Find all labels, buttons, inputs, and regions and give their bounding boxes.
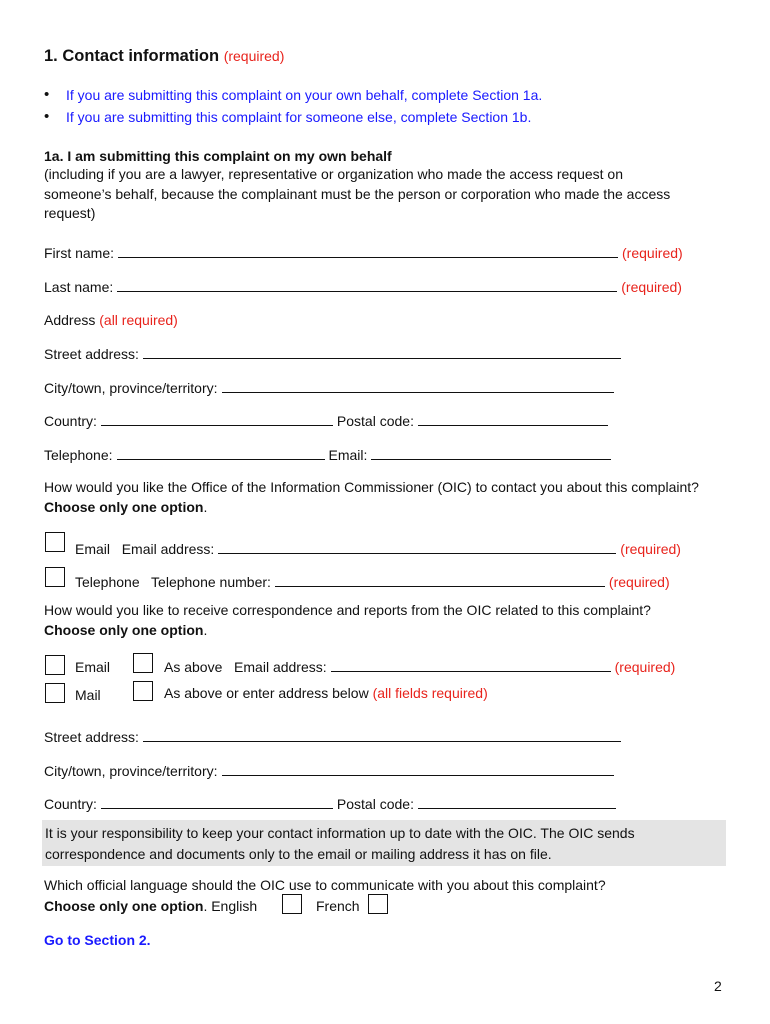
list-item: • If you are submitting this complaint on your own behalf, complete Section 1a. <box>44 84 542 106</box>
correspondence-email-label: Email <box>75 659 111 675</box>
subsection-note: (including if you are a lawyer, representative or organization who made the access request on someone’s behalf, because the complainant must be the person or corporation who made the access request) <box>44 166 671 221</box>
as-above-email-row: As above Email address: (required) <box>164 659 676 675</box>
country-postal-row: Country: Postal code: <box>44 411 612 430</box>
email-field[interactable] <box>371 445 611 460</box>
correspondence-country-field[interactable] <box>101 794 333 809</box>
postal-code-field[interactable] <box>418 411 608 426</box>
section-title: 1. Contact information (required) <box>44 47 285 65</box>
street-address-field[interactable] <box>143 344 621 359</box>
language-question: Which official language should the OIC use to communicate with you about this complaint? <box>44 877 606 893</box>
as-above-email-checkbox[interactable] <box>133 653 153 673</box>
street-address-row: Street address: <box>44 344 625 363</box>
telephone-email-row: Telephone: Email: <box>44 445 615 464</box>
list-item: • If you are submitting this complaint for someone else, complete Section 1b. <box>44 106 542 128</box>
go-to-section-2-link[interactable]: Go to Section 2. <box>44 932 151 948</box>
correspondence-email-checkbox[interactable] <box>45 655 65 675</box>
correspondence-street-row: Street address: <box>44 727 625 746</box>
contact-email-checkbox[interactable] <box>45 532 65 552</box>
responsibility-notice: It is your responsibility to keep your contact information up to date with the OIC. The OIC sends correspondence and documents only to the email or mailing address it has on file. <box>42 820 726 866</box>
as-above-mail-checkbox[interactable] <box>133 681 153 701</box>
correspondence-mail-checkbox[interactable] <box>45 683 65 703</box>
french-checkbox[interactable] <box>368 894 388 914</box>
correspondence-postal-code-field[interactable] <box>418 794 616 809</box>
correspondence-country-postal-row: Country: Postal code: <box>44 794 620 813</box>
correspondence-city-row: City/town, province/territory: <box>44 761 618 780</box>
french-label: French <box>316 898 360 914</box>
correspondence-email-address-field[interactable] <box>331 657 611 672</box>
page-number: 2 <box>714 978 722 994</box>
contact-telephone-row: Telephone Telephone number: (required) <box>75 574 670 590</box>
correspondence-question: How would you like to receive correspondence and reports from the OIC related to this complaint? Choose only one option. <box>44 602 651 638</box>
as-above-mail-row: As above or enter address below (all fields required) <box>164 685 488 701</box>
first-name-row: First name: (required) <box>44 245 683 261</box>
correspondence-street-field[interactable] <box>143 727 621 742</box>
contact-email-row: Email Email address: (required) <box>75 541 681 557</box>
telephone-field[interactable] <box>117 445 325 460</box>
english-checkbox[interactable] <box>282 894 302 914</box>
country-field[interactable] <box>101 411 333 426</box>
contact-telephone-number-field[interactable] <box>275 572 605 587</box>
correspondence-city-field[interactable] <box>222 761 614 776</box>
contact-email-address-field[interactable] <box>218 539 616 554</box>
contact-question: How would you like the Office of the Information Commissioner (OIC) to contact you about this complaint? Choose only one option. <box>44 479 699 515</box>
city-field[interactable] <box>222 378 614 393</box>
address-label: Address (all required) <box>44 312 178 328</box>
last-name-row: Last name: (required) <box>44 279 682 295</box>
city-row: City/town, province/territory: <box>44 378 618 397</box>
last-name-field[interactable] <box>117 277 617 292</box>
correspondence-mail-label: Mail <box>75 687 101 703</box>
instructions-list <box>44 84 542 128</box>
contact-telephone-checkbox[interactable] <box>45 567 65 587</box>
language-options-row: Choose only one option. English <box>44 898 258 914</box>
required-tag: (required) <box>223 48 285 64</box>
subsection-title: 1a. I am submitting this complaint on my own behalf <box>44 148 392 164</box>
first-name-field[interactable] <box>118 243 618 258</box>
